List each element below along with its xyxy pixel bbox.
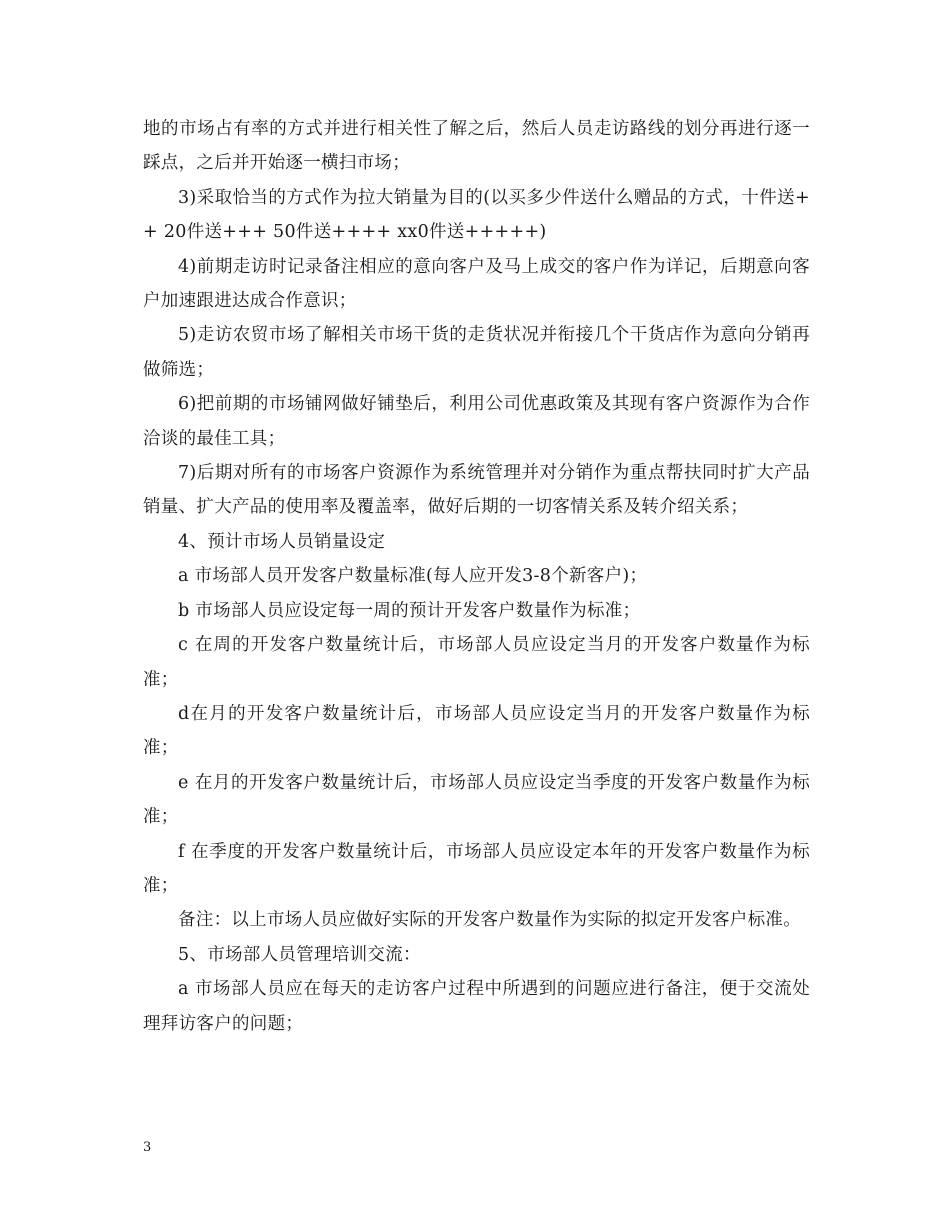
section-heading: 5、市场部人员管理培训交流：: [178, 944, 421, 965]
paragraph: 7)后期对所有的市场客户资源作为系统管理并对分销作为重点帮扶同时扩大产品销量、扩大产品的使用率及覆盖率，做好后期的一切客情关系及转介绍关系；: [143, 463, 810, 518]
list-item: d在月的开发客户数量统计后，市场部人员应设定当月的开发客户数量作为标准；: [143, 703, 810, 759]
list-item: a 市场部人员开发客户数量标准(每人应开发3-8个新客户)；: [178, 566, 648, 587]
list-item: a 市场部人员应在每天的走访客户过程中所遇到的问题应进行备注，便于交流处理拜访客户的问题；: [143, 979, 810, 1034]
paragraph: 地的市场占有率的方式并进行相关性了解之后，然后人员走访路线的划分再进行逐一踩点，之后并开始逐一横扫市场；: [143, 119, 810, 174]
paragraph: 4)前期走访时记录备注相应的意向客户及马上成交的客户作为详记，后期意向客户加速跟进达成合作意识；: [143, 256, 810, 312]
list-item: f 在季度的开发客户数量统计后，市场部人员应设定本年的开发客户数量作为标准；: [143, 841, 810, 896]
page-number: 3: [143, 1140, 152, 1155]
note-paragraph: 备注：以上市场人员应做好实际的开发客户数量作为实际的拟定开发客户标准。: [178, 910, 801, 931]
list-item: c 在周的开发客户数量统计后，市场部人员应设定当月的开发客户数量作为标准；: [143, 635, 810, 690]
list-item: b 市场部人员应设定每一周的预计开发客户数量作为标准；: [178, 600, 641, 621]
paragraph: 3)采取恰当的方式作为拉大销量为目的(以买多少件送什么赠品的方式，十件送++ 20件送+++ 50件送++++ xx0件送+++++): [143, 187, 810, 243]
section-heading: 4、预计市场人员销量设定: [178, 531, 386, 552]
list-item: e 在月的开发客户数量统计后，市场部人员应设定当季度的开发客户数量作为标准；: [143, 772, 810, 828]
paragraph: 5)走访农贸市场了解相关市场干货的走货状况并衔接几个干货店作为意向分销再做筛选；: [143, 325, 810, 380]
paragraph: 6)把前期的市场铺网做好铺垫后，利用公司优惠政策及其现有客户资源作为合作洽谈的最佳工具；: [143, 394, 810, 449]
body-text: [143, 112, 810, 1041]
